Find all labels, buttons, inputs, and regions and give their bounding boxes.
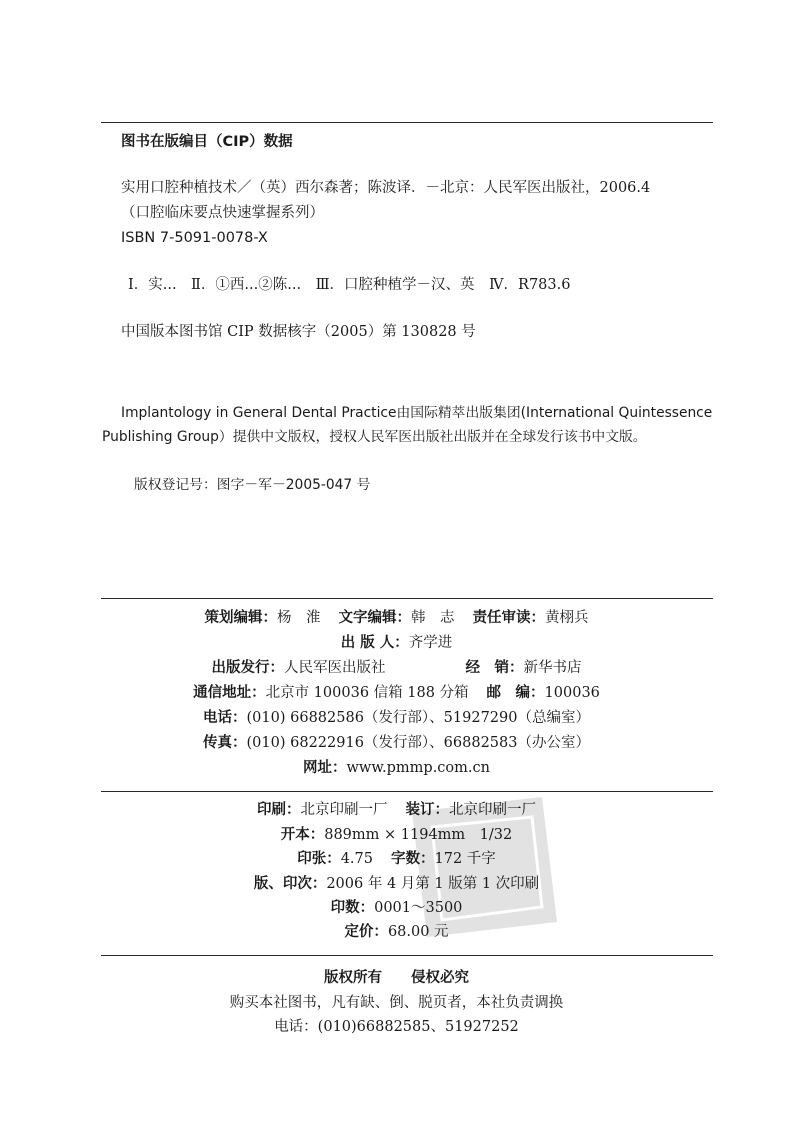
reviewer-label: 责任审读：: [472, 610, 545, 626]
format-label: 开本：: [280, 827, 325, 843]
text-editor-label: 文字编辑：: [338, 610, 411, 626]
publisher-person-value: 齐学进: [408, 635, 453, 651]
binding-label: 装订：: [405, 802, 449, 818]
service-phone: 电话：(010)66882585、51927252: [274, 1019, 519, 1035]
sheets-row: [0, 850, 793, 868]
publisher-row: [0, 659, 793, 677]
rights-notice-line-1: Implantology in General Dental Practice由国际精萃出版集团(International Quintessence: [121, 405, 713, 421]
planning-editor-value: 杨 淮: [277, 610, 321, 626]
price-label: 定价：: [344, 924, 388, 940]
publisher-label: 出版发行：: [211, 660, 284, 676]
price-row: [0, 923, 793, 941]
distributor-label: 经 销：: [465, 660, 524, 676]
publisher-person-row: [0, 634, 793, 652]
cip-verify: 中国版本图书馆 CIP 数据核字（2005）第 130828 号: [121, 324, 476, 340]
copies-row: [0, 899, 793, 917]
phone-value: (010) 66882586（发行部）、51927290（总编室）: [246, 710, 590, 726]
sheets-label: 印张：: [297, 851, 341, 867]
top-rule: [101, 122, 713, 123]
footer-rule: [101, 955, 713, 956]
phone-label: 电话：: [203, 710, 247, 726]
printer-label: 印刷：: [257, 802, 301, 818]
rights-notice-line-2: Publishing Group）提供中文版权，授权人民军医出版社出版并在全球发行该书中文版。: [102, 429, 647, 445]
cip-classification: Ⅰ．实... Ⅱ．①西...②陈... Ⅲ．口腔种植学－汉、英 Ⅳ．R783.6: [128, 277, 571, 293]
text-editor-value: 韩 志: [411, 610, 455, 626]
web-label: 网址：: [303, 760, 347, 776]
edition-row: [0, 875, 793, 893]
web-value: www.pmmp.com.cn: [346, 760, 490, 776]
edition-value: 2006 年 4 月第 1 版第 1 次印刷: [326, 876, 540, 892]
postcode-value: 100036: [544, 685, 600, 701]
credits-editors-row: [0, 609, 793, 627]
words-value: 172 千字: [434, 851, 496, 867]
words-label: 字数：: [391, 851, 435, 867]
printer-row: [0, 801, 793, 819]
format-value: 889mm × 1194mm 1/32: [324, 827, 513, 843]
cip-line-1: 实用口腔种植技术／（英）西尔森著；陈波译．－北京：人民军医出版社，2006.4: [121, 180, 651, 196]
distributor-value: 新华书店: [523, 660, 582, 676]
planning-editor-label: 策划编辑：: [204, 610, 277, 626]
cip-header: 图书在版编目（CIP）数据: [121, 134, 293, 150]
credits-rule: [101, 598, 713, 599]
phone-row: [0, 709, 793, 727]
postcode-label: 邮 编：: [486, 685, 545, 701]
defect-notice: 购买本社图书，凡有缺、倒、脱页者，本社负责调换: [229, 995, 564, 1011]
publisher-person-label: 出 版 人：: [340, 635, 409, 651]
format-row: [0, 826, 793, 844]
address-value: 北京市 100036 信箱 188 分箱: [265, 685, 469, 701]
fax-value: (010) 68222916（发行部）、66882583（办公室）: [246, 735, 590, 751]
cip-line-2: （口腔临床要点快速掌握系列）: [121, 205, 324, 221]
fax-label: 传真：: [203, 735, 247, 751]
cip-isbn: ISBN 7-5091-0078-X: [121, 230, 268, 246]
web-row: [0, 759, 793, 777]
address-label: 通信地址：: [193, 685, 266, 701]
fax-row: [0, 734, 793, 752]
copies-value: 0001～3500: [374, 900, 463, 916]
address-row: [0, 684, 793, 702]
rights-reserved: 版权所有 侵权必究: [324, 970, 469, 986]
reviewer-value: 黄栩兵: [545, 610, 589, 626]
registration-number: 版权登记号：图字－军－2005-047 号: [134, 477, 371, 493]
copies-label: 印数：: [330, 900, 375, 916]
price-value: 68.00 元: [387, 924, 449, 940]
printer-value: 北京印刷一厂: [300, 802, 388, 818]
binding-value: 北京印刷一厂: [449, 802, 536, 818]
sheets-value: 4.75: [340, 851, 373, 867]
edition-label: 版、印次：: [253, 876, 327, 892]
publisher-value: 人民军医出版社: [284, 660, 386, 676]
